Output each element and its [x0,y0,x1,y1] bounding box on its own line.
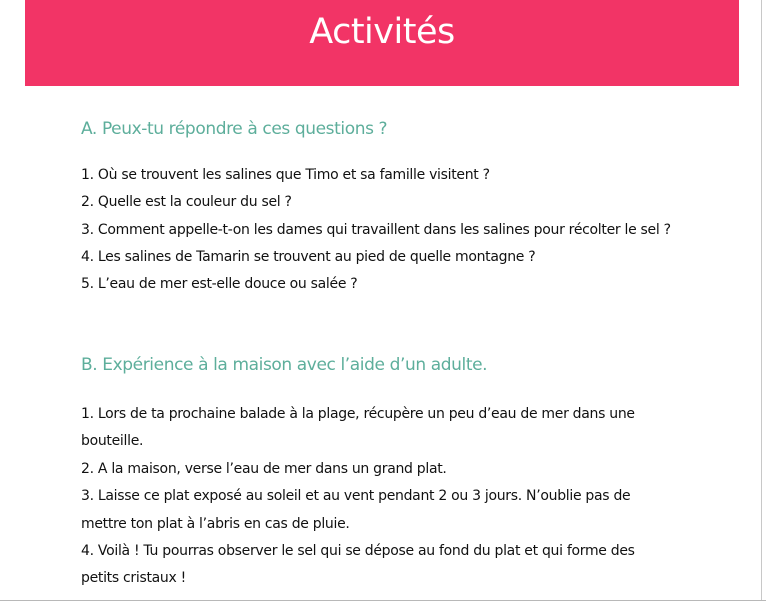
page-title: Activités [309,12,455,52]
step-item: 1. Lors de ta prochaine balade à la plage, récupère un peu d’eau de mer dans une bouteille. [81,406,635,450]
right-edge-rule [761,0,762,600]
question-item: 1. Où se trouvent les salines que Timo et sa famille visitent ? [81,167,490,183]
question-item: 5. L’eau de mer est-elle douce ou salée ? [81,276,358,293]
steps-list [81,401,671,593]
step-item: 3. Laisse ce plat exposé au soleil et au vent pendant 2 ou 3 jours. N’oublie pas de mettre ton plat à l’abris en cas de pluie. [81,488,631,532]
question-item: 4. Les salines de Tamarin se trouvent au pied de quelle montagne ? [81,248,536,265]
header-banner [25,0,739,86]
step-item: 4. Voilà ! Tu pourras observer le sel qui se dépose au fond du plat et qui forme des petits cristaux ! [81,543,635,587]
question-item: 3. Comment appelle-t-on les dames qui travaillent dans les salines pour récolter le sel ? [81,221,671,238]
page-bottom-rule [0,600,766,601]
step-item: 2. A la maison, verse l’eau de mer dans un grand plat. [81,460,447,477]
section-b-title: B. Expérience à la maison avec l’aide d’un adulte. [81,355,488,375]
section-a-title: A. Peux-tu répondre à ces questions ? [81,119,388,139]
questions-list [81,165,681,301]
question-item: 2. Quelle est la couleur du sel ? [81,194,292,211]
